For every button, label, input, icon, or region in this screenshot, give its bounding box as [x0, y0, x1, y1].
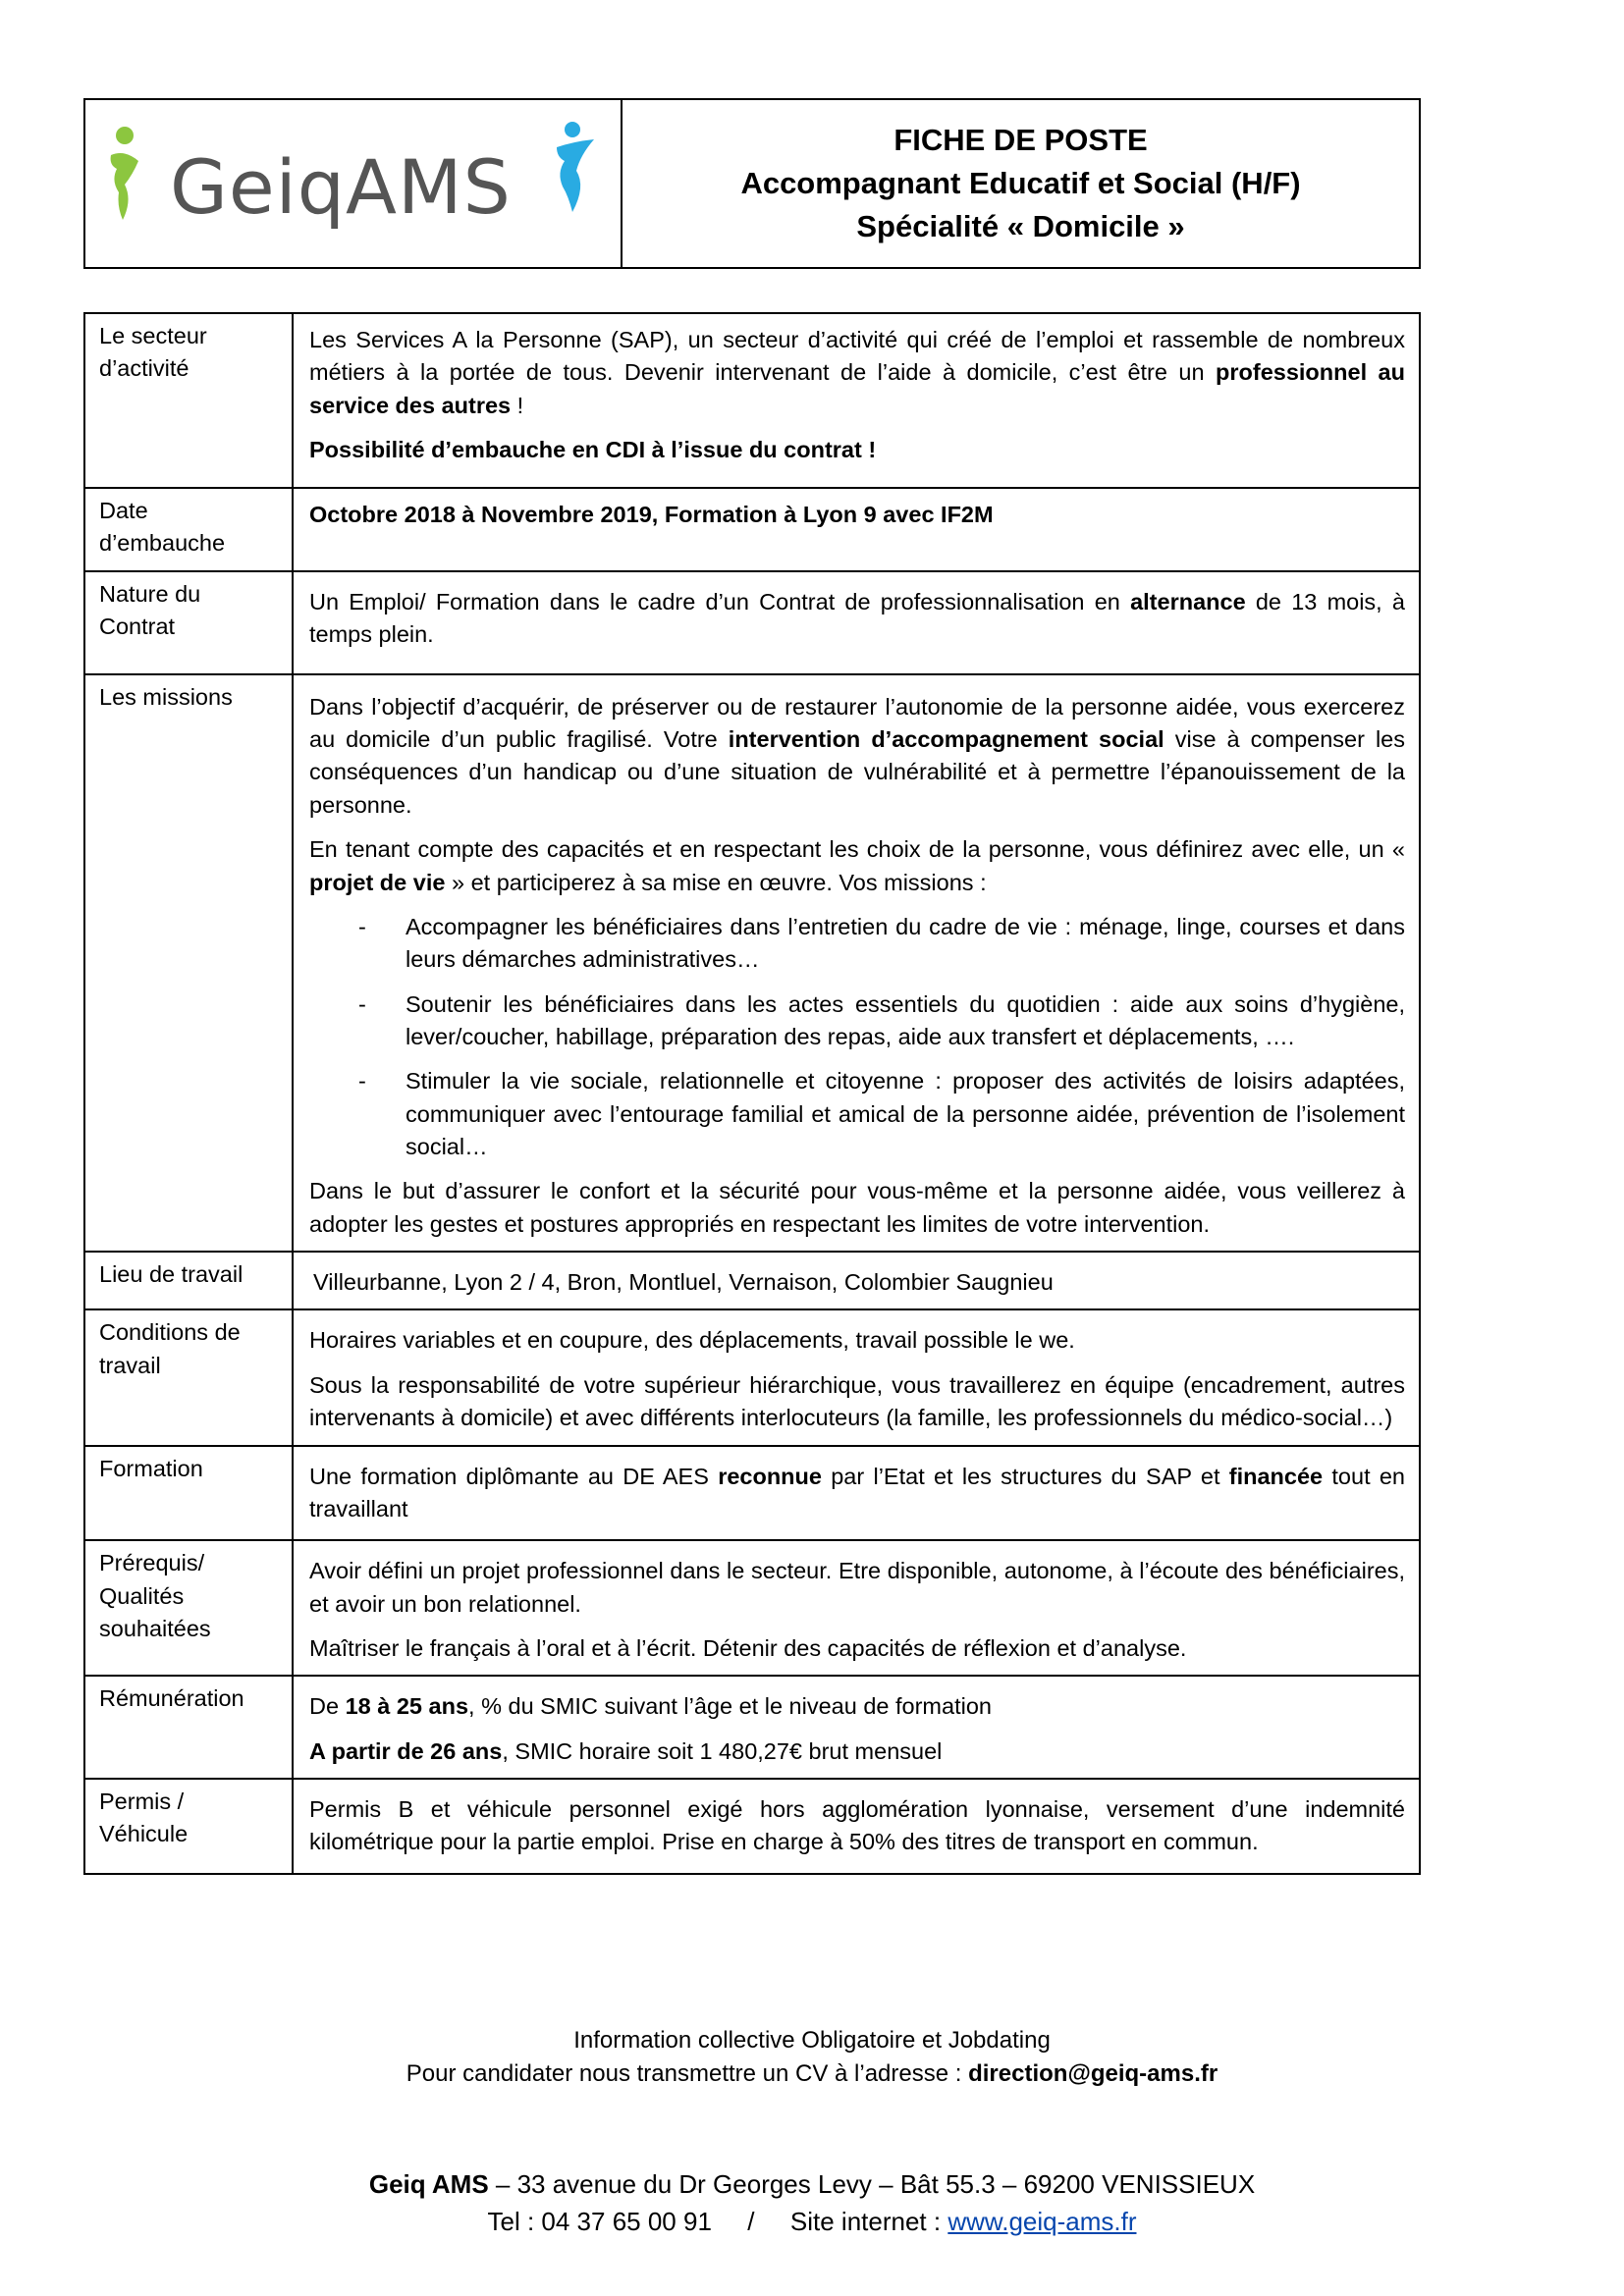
job-specialty: Spécialité « Domicile » [856, 209, 1185, 243]
bold-span: intervention d’accompagnement social [728, 726, 1164, 753]
label-line: d’embauche [99, 530, 226, 557]
text-span: Les Services A la Personne (SAP), un secteur d’activité qui créé de l’emploi et rassemble de nombreux métiers à la portée de tous. Devenir intervenant de l’aide à domicile, c’est être un [309, 327, 1405, 386]
bold-span: professionnel au service des autres [309, 359, 1405, 418]
header-box [83, 98, 1421, 269]
row-lieu [84, 1252, 1420, 1309]
value-remuneration [293, 1676, 1420, 1779]
bold-span: reconnue [718, 1463, 822, 1489]
bold-span: financée [1228, 1463, 1324, 1489]
label-remuneration [84, 1676, 293, 1779]
email-address[interactable]: direction@geiq-ams.fr [968, 2059, 1218, 2087]
text-span: » et participerez à sa mise en œuvre. Vos missions : [445, 869, 987, 895]
missions-list [309, 911, 1405, 1164]
label-line: Formation [99, 1455, 203, 1481]
label-line: Le secteur [99, 323, 207, 348]
bold-span: alternance [1130, 588, 1246, 614]
geiq-ams-logo [103, 122, 604, 247]
label-formation [84, 1446, 293, 1541]
job-title: Accompagnant Educatif et Social (H/F) [740, 165, 1301, 200]
text-span: tout en travaillant [309, 1463, 1406, 1522]
permis-text: Permis B et véhicule personnel exigé hors agglomération lyonnaise, versement d’une indemnité kilométrique pour la partie emploi. Prise en charge à 50% des titres de transport en commun. [309, 1796, 1405, 1855]
value-missions [293, 674, 1420, 1252]
contact-line [0, 2204, 1624, 2241]
label-conditions [84, 1309, 293, 1445]
text-span: ! [511, 392, 524, 418]
bold-span: A partir de 26 ans [309, 1737, 503, 1764]
value-lieu [293, 1252, 1420, 1309]
text-span: Un Emploi/ Formation dans le cadre d’un Contrat de professionnalisation en [309, 588, 1131, 614]
text-span: Site internet : [789, 2206, 948, 2236]
label-line: Les missions [99, 683, 233, 710]
job-details-table [83, 312, 1421, 1875]
value-secteur [293, 313, 1420, 488]
text-span: vise à compenser les conséquences d’un handicap ou d’une situation de vulnérabilité et à permettre l’épanouissement de la personne. [309, 726, 1406, 818]
phone-number: Tel : 04 37 65 00 91 [487, 2206, 712, 2236]
label-missions [84, 674, 293, 1252]
text-span: – 33 avenue du Dr Georges Levy – Bât 55.3 – 69200 VENISSIEUX [488, 2169, 1256, 2199]
text-span: Pour candidater nous transmettre un CV à l’adresse : [406, 2059, 969, 2087]
separator: / [747, 2206, 755, 2236]
logo-wordmark: GeiqAMS [170, 143, 512, 231]
label-line: Contrat [99, 614, 176, 640]
row-remuneration [84, 1676, 1420, 1779]
address-block [0, 2166, 1624, 2240]
label-line: travail [99, 1352, 161, 1378]
lieu-text: Villeurbanne, Lyon 2 / 4, Bron, Montluel, Vernaison, Colombier Saugnieu [313, 1269, 1054, 1296]
org-name: Geiq AMS [368, 2169, 489, 2199]
missions-projet [309, 833, 1405, 899]
label-line: Lieu de travail [99, 1261, 244, 1288]
info-line: Information collective Obligatoire et Jobdating [573, 2027, 1051, 2054]
text-span: Une formation diplômante au DE AES [309, 1463, 719, 1489]
label-line: Rémunération [99, 1685, 244, 1712]
label-line: d’activité [99, 355, 189, 382]
logo-cell [85, 100, 623, 267]
label-line: Qualités [99, 1582, 185, 1609]
doc-title: FICHE DE POSTE [893, 122, 1148, 157]
list-item: - Accompagner les bénéficiaires dans l’entretien du cadre de vie : ménage, linge, courses et dans leurs démarches administratives… [309, 911, 1405, 977]
row-secteur [84, 313, 1420, 488]
website-link[interactable]: www.geiq-ams.fr [947, 2206, 1137, 2236]
bold-span: Possibilité d’embauche en CDI à l’issue du contrat ! [309, 437, 877, 463]
label-line: Prérequis/ [99, 1550, 205, 1576]
missions-intro [309, 691, 1405, 822]
label-secteur [84, 313, 293, 488]
text-span: , % du SMIC suivant l’âge et le niveau de formation [468, 1693, 992, 1720]
address-line [0, 2166, 1624, 2204]
date-text: Octobre 2018 à Novembre 2019, Formation à Lyon 9 avec IF2M [309, 502, 994, 527]
row-formation [84, 1446, 1420, 1541]
label-line: Date [99, 498, 148, 523]
row-permis [84, 1779, 1420, 1874]
label-prerequis [84, 1540, 293, 1676]
label-nature [84, 571, 293, 674]
label-date [84, 488, 293, 571]
text-span: Dans l’objectif d’acquérir, de préserver ou de restaurer l’autonomie de la personne aidée, vous exercerez au domicile d’un public fragilisé. Votre [309, 693, 1405, 753]
label-line: Nature du [99, 580, 201, 607]
list-item: - Soutenir les bénéficiaires dans les actes essentiels du quotidien : aide aux soins d’hygiène, lever/coucher, habillage, préparation des repas, aide aux transfert et déplacements, …. [309, 988, 1405, 1054]
text-span: , SMIC horaire soit 1 480,27€ brut mensuel [502, 1737, 943, 1764]
label-line: Conditions de [99, 1319, 241, 1346]
row-nature [84, 571, 1420, 674]
prerequis-text: Maîtriser le français à l’oral et à l’écrit. Détenir des capacités de réflexion et d’analyse. [309, 1634, 1187, 1661]
text-span: En tenant compte des capacités et en respectant les choix de la personne, vous définirez avec elle, un « [309, 836, 1405, 863]
candidater-line [0, 2057, 1624, 2091]
value-nature [293, 571, 1420, 674]
missions-conclusion: Dans le but d’assurer le confort et la sécurité pour vous-même et la personne aidée, vous veillerez à adopter les gestes et postures appropriés en respectant les limites de votre intervention. [309, 1178, 1405, 1237]
secteur-text [309, 324, 1405, 422]
label-line: Véhicule [99, 1821, 189, 1847]
value-prerequis [293, 1540, 1420, 1676]
conditions-text: Horaires variables et en coupure, des déplacements, travail possible le we. [309, 1327, 1075, 1354]
row-missions [84, 674, 1420, 1252]
bold-span: 18 à 25 ans [345, 1693, 469, 1720]
cdi-text [309, 434, 1405, 466]
label-line: souhaitées [99, 1615, 211, 1641]
prerequis-text: Avoir défini un projet professionnel dans le secteur. Etre disponible, autonome, à l’écoute des bénéficiaires, et avoir un bon relationnel. [309, 1558, 1405, 1617]
value-permis [293, 1779, 1420, 1874]
conditions-text: Sous la responsabilité de votre supérieur hiérarchique, vous travaillerez en équipe (encadrement, autres intervenants à domicile) et avec différents interlocuteurs (la famille, les professionnels du médico-social…) [309, 1371, 1405, 1431]
row-date [84, 488, 1420, 571]
label-lieu [84, 1252, 293, 1309]
text-span: De [309, 1693, 346, 1720]
label-line: Permis / [99, 1789, 185, 1815]
list-item: - Stimuler la vie sociale, relationnelle et citoyenne : proposer des activités de loisirs adaptées, communiquer avec l’entourage familial et amical de la personne aidée, prévention de l’isolement social… [309, 1065, 1405, 1163]
application-info [0, 2024, 1624, 2090]
value-conditions [293, 1309, 1420, 1445]
value-formation [293, 1446, 1420, 1541]
row-conditions [84, 1309, 1420, 1445]
text-span: par l’Etat et les structures du SAP et [821, 1463, 1229, 1489]
title-cell [623, 100, 1419, 267]
bold-span: projet de vie [309, 869, 446, 895]
row-prerequis [84, 1540, 1420, 1676]
text-span: de 13 mois, à temps plein. [309, 588, 1405, 648]
value-date [293, 488, 1420, 571]
label-permis [84, 1779, 293, 1874]
